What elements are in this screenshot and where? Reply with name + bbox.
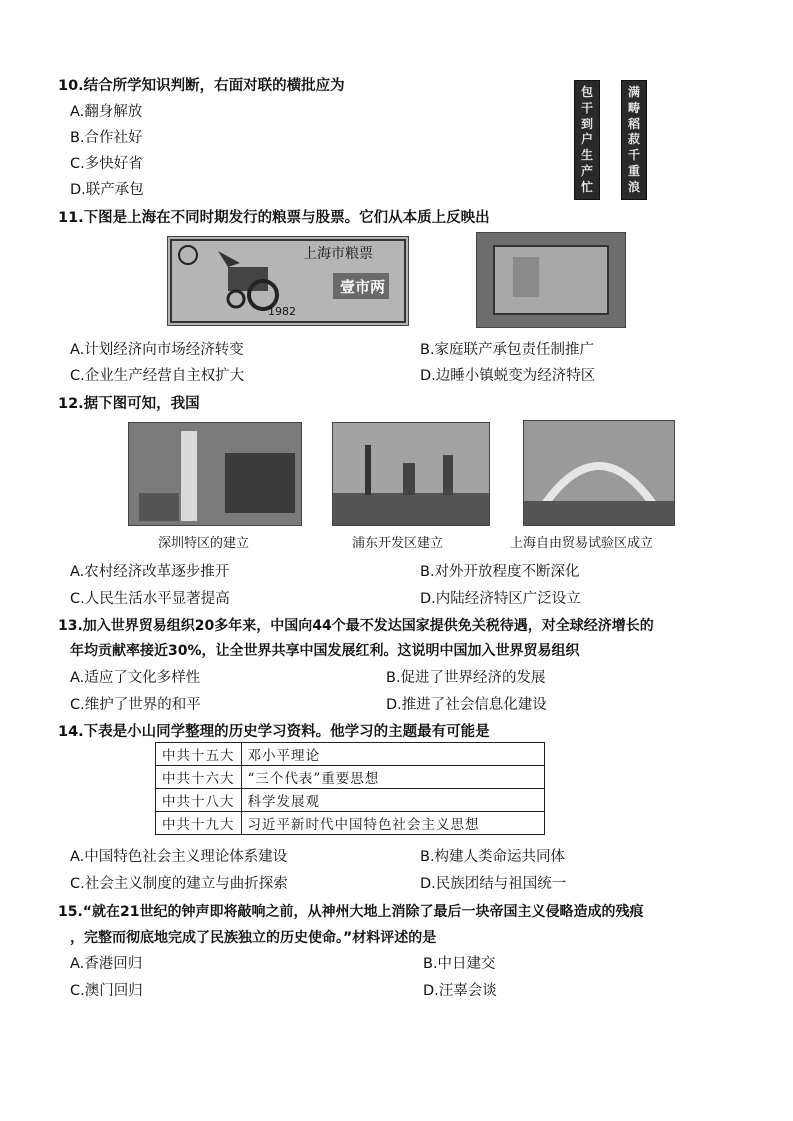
q10-option-a[interactable]: A.翻身解放 xyxy=(70,104,143,120)
table-row xyxy=(156,812,545,835)
q11-stem: 11.下图是上海在不同时期发行的粮票与股票。它们从本质上反映出 xyxy=(58,210,490,226)
q13-option-b[interactable]: B.促进了世界经济的发展 xyxy=(386,670,546,686)
q11-option-b[interactable]: B.家庭联产承包责任制推广 xyxy=(420,342,595,358)
q12-stem: 12.据下图可知，我国 xyxy=(58,396,200,412)
q15-stem-line1: 15.“就在21世纪的钟声即将敲响之前，从神州大地上消除了最后一块帝国主义侵略造成的残痕 xyxy=(58,904,644,920)
arch-illustration xyxy=(524,421,674,525)
pudong-photo xyxy=(332,422,490,526)
couplet-char: 稻 xyxy=(627,116,640,131)
q14-stem: 14.下表是小山同学整理的历史学习资料。他学习的主题最有可能是 xyxy=(58,724,490,740)
q11-option-c[interactable]: C.企业生产经营自主权扩大 xyxy=(70,368,245,384)
q14-option-a[interactable]: A.中国特色社会主义理论体系建设 xyxy=(70,849,288,865)
couplet-char: 户 xyxy=(580,132,593,147)
q12-caption-1: 深圳特区的建立 xyxy=(158,536,250,551)
q11-option-a[interactable]: A.计划经济向市场经济转变 xyxy=(70,342,244,358)
couplet-char: 到 xyxy=(580,116,593,131)
table-row xyxy=(156,743,545,766)
table-cell: 习近平新时代中国特色社会主义思想 xyxy=(241,812,544,835)
couplet-char: 包 xyxy=(580,85,593,100)
grain-ticket-image xyxy=(167,236,409,326)
couplet-char: 产 xyxy=(580,163,593,178)
q10-option-d[interactable]: D.联产承包 xyxy=(70,182,144,198)
q12-option-d[interactable]: D.内陆经济特区广泛设立 xyxy=(420,591,581,607)
table-cell: 中共十六大 xyxy=(156,766,242,789)
couplet-right-image xyxy=(621,80,647,200)
q13-option-a[interactable]: A.适应了文化多样性 xyxy=(70,670,201,686)
ticket-value: 壹市两 xyxy=(340,278,386,296)
q14-option-c[interactable]: C.社会主义制度的建立与曲折探索 xyxy=(70,876,288,892)
table-cell: 中共十五大 xyxy=(156,743,242,766)
q11-option-d[interactable]: D.边睡小镇蜕变为经济特区 xyxy=(420,368,596,384)
table-cell: 中共十八大 xyxy=(156,789,242,812)
q10-stem: 10.结合所学知识判断，右面对联的横批应为 xyxy=(58,78,345,94)
q12-caption-3: 上海自由贸易试验区成立 xyxy=(510,536,654,551)
q12-option-a[interactable]: A.农村经济改革逐步推开 xyxy=(70,564,230,580)
table-cell: 中共十九大 xyxy=(156,812,242,835)
q15-option-a[interactable]: A.香港回归 xyxy=(70,956,143,972)
q15-stem-line2: ，完整而彻底地完成了民族独立的历史使命。”材料评述的是 xyxy=(70,930,437,946)
table-row xyxy=(156,789,545,812)
couplet-char: 菽 xyxy=(627,132,640,147)
couplet-char: 满 xyxy=(627,85,640,100)
couplet-char: 干 xyxy=(580,101,593,116)
study-table xyxy=(155,742,545,835)
table-cell: 科学发展观 xyxy=(241,789,544,812)
ticket-title: 上海市粮票 xyxy=(303,246,373,262)
ticket-year: 1982 xyxy=(268,305,296,318)
q15-option-d[interactable]: D.汪辜会谈 xyxy=(423,983,497,999)
q10-option-b[interactable]: B.合作社好 xyxy=(70,130,143,146)
shanghai-ftz-photo xyxy=(523,420,675,526)
couplet-char: 忙 xyxy=(580,179,593,194)
q14-option-b[interactable]: B.构建人类命运共同体 xyxy=(420,849,566,865)
table-row xyxy=(156,766,545,789)
couplet-char: 畴 xyxy=(627,101,640,116)
stock-certificate-image xyxy=(476,232,626,328)
q13-option-d[interactable]: D.推进了社会信息化建设 xyxy=(386,697,547,713)
couplet-char: 千 xyxy=(627,148,640,163)
q14-option-d[interactable]: D.民族团结与祖国统一 xyxy=(420,876,567,892)
q13-option-c[interactable]: C.维护了世界的和平 xyxy=(70,697,201,713)
shenzhen-photo xyxy=(128,422,302,526)
couplet-char: 浪 xyxy=(627,179,640,194)
q15-option-c[interactable]: C.澳门回归 xyxy=(70,983,143,999)
q12-option-c[interactable]: C.人民生活水平显著提高 xyxy=(70,591,230,607)
table-cell: 邓小平理论 xyxy=(241,743,544,766)
q12-option-b[interactable]: B.对外开放程度不断深化 xyxy=(420,564,580,580)
q13-stem-line2: 年均贡献率接近30%，让全世界共享中国发展红利。这说明中国加入世界贸易组织 xyxy=(70,643,580,659)
table-cell: “三个代表”重要思想 xyxy=(241,766,544,789)
q15-option-b[interactable]: B.中日建交 xyxy=(423,956,496,972)
couplet-left-image xyxy=(574,80,600,200)
couplet-char: 重 xyxy=(627,163,640,178)
couplet-char: 生 xyxy=(580,148,593,163)
q10-option-c[interactable]: C.多快好省 xyxy=(70,156,143,172)
q12-caption-2: 浦东开发区建立 xyxy=(352,536,444,551)
q13-stem-line1: 13.加入世界贸易组织20多年来，中国向44个最不发达国家提供免关税待遇，对全球经济增长的 xyxy=(58,618,654,634)
